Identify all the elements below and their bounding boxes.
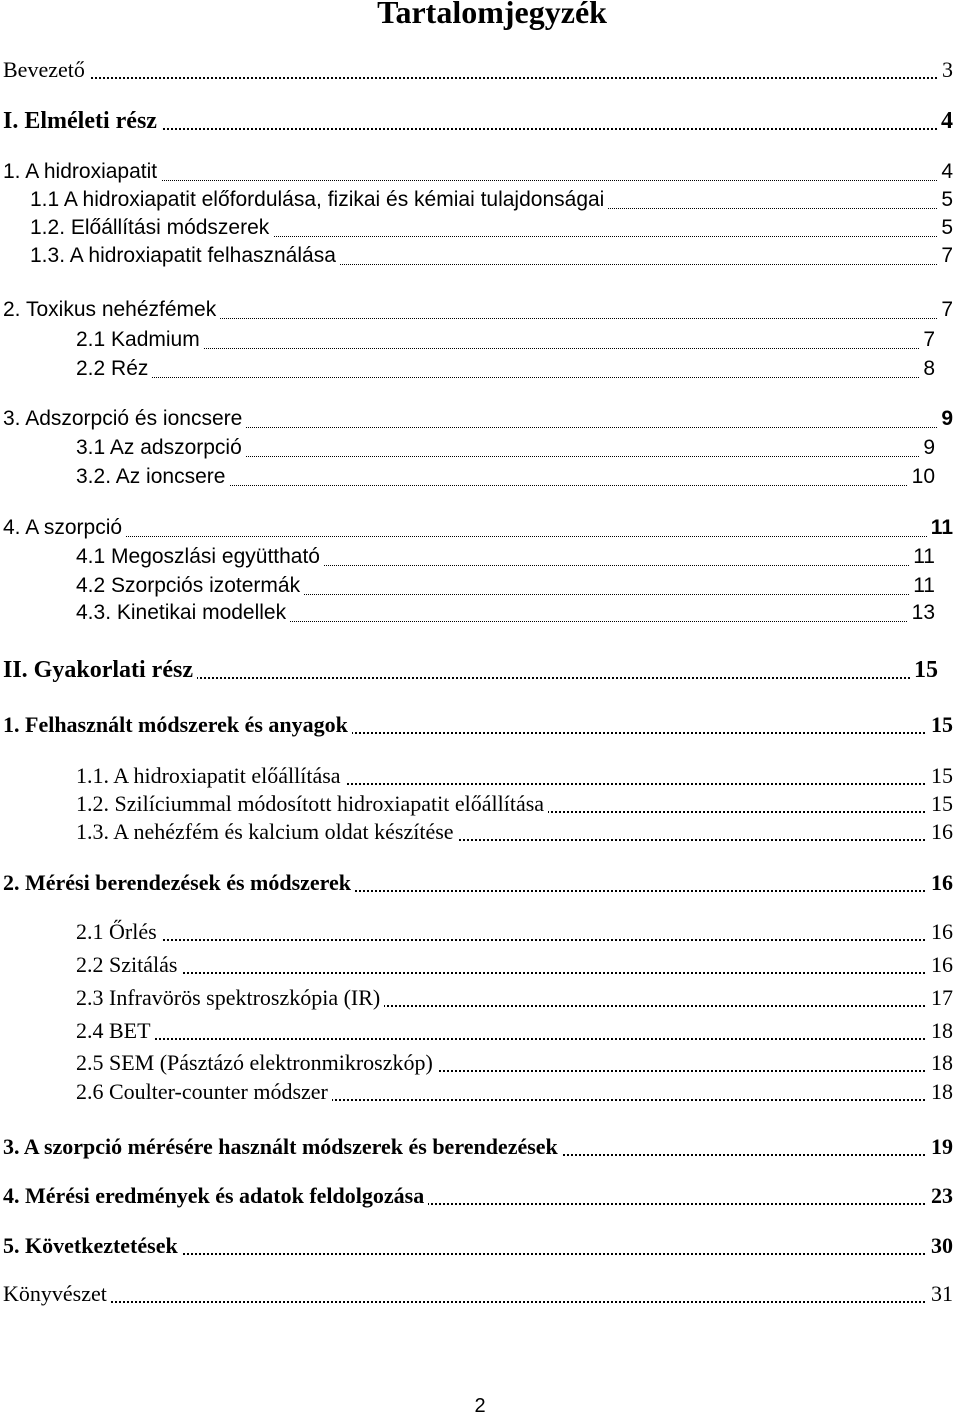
toc-entry-page: 3 [938,56,953,84]
toc-entry-text: 2. Mérési berendezések és módszerek [3,869,355,897]
toc-entry-text: 2.3 Infravörös spektroszkópia (IR) [76,984,384,1012]
toc-entry-page: 16 [927,918,953,946]
toc-entry-page: 11 [909,543,935,571]
toc-entry-page: 9 [937,405,953,433]
toc-entry-page: 11 [927,514,953,542]
toc-entry-text: 3.1 Az adszorpció [76,434,246,462]
toc-entry-page: 4 [937,158,953,186]
toc-entry [76,434,935,462]
toc-entry-page: 8 [919,355,935,383]
toc-entry-text: 3. Adszorpció és ioncsere [3,405,246,433]
toc-entry-text: 1. Felhasznált módszerek és anyagok [3,711,352,739]
toc-entry-text: 2.1 Kadmium [76,326,204,354]
toc-entry-text: 4.2 Szorpciós izotermák [76,572,304,600]
page-title: Tartalomjegyzék [377,0,607,30]
toc-entry-page: 15 [927,711,953,739]
toc-entry-text: 3.2. Az ioncsere [76,463,229,491]
toc-entry [30,242,953,270]
toc-entry [3,1232,953,1260]
toc-entry-text: 1.2. Szilíciummal módosított hidroxiapatit előállítása [76,790,548,818]
toc-entry [3,869,953,897]
toc-entry-text: 2.2 Szitálás [76,951,181,979]
toc-entry-text: 1.1 A hidroxiapatit előfordulása, fizikai és kémiai tulajdonságai [30,186,608,214]
toc-entry [76,951,953,979]
toc-entry [76,463,935,491]
toc-entry [30,186,953,214]
toc-entry [3,514,953,542]
toc-entry [76,355,935,383]
toc-entry-text: II. Gyakorlati rész [3,656,197,684]
toc-entry [76,599,935,627]
toc-entry-text: 4.3. Kinetikai modellek [76,599,290,627]
toc-entry-text: 1.2. Előállítási módszerek [30,214,273,242]
toc-entry-text: 4.1 Megoszlási együttható [76,543,324,571]
toc-entry-text: Bevezető [3,56,89,84]
toc-entry-page: 11 [909,572,935,600]
toc-entry [76,984,953,1012]
toc-entry-text: 5. Következtetések [3,1232,182,1260]
toc-entry [3,656,938,684]
toc-entry-text: 1.3. A nehézfém és kalcium oldat készítése [76,818,458,846]
toc-entry [3,1182,953,1210]
toc-entry [76,572,935,600]
toc-entry-text: I. Elméleti rész [3,107,161,135]
toc-entry-page: 19 [927,1133,953,1161]
toc-entry-page: 5 [937,186,953,214]
toc-entry [3,1280,953,1308]
toc-entry [3,296,953,324]
toc-entry [76,818,953,846]
toc-entry-text: 2.6 Coulter-counter módszer [76,1078,332,1106]
toc-entry [3,158,953,186]
toc-entry-page: 18 [927,1049,953,1077]
toc-entry [76,1078,953,1106]
toc-entry-page: 7 [937,296,953,324]
toc-entry-page: 13 [908,599,935,627]
toc-entry-page: 15 [927,762,953,790]
toc-entry-page: 18 [927,1078,953,1106]
toc-entry-page: 30 [927,1232,953,1260]
toc-entry [3,1133,953,1161]
toc-entry [30,214,953,242]
toc-entry-page: 15 [927,790,953,818]
toc-entry-page: 16 [927,951,953,979]
toc-entry [76,543,935,571]
toc-entry [76,918,953,946]
toc-entry [76,326,935,354]
toc-entry-text: 2.1 Őrlés [76,918,161,946]
toc-entry-page: 23 [927,1182,953,1210]
toc-entry-text: 4. A szorpció [3,514,126,542]
toc-entry-text: 2.5 SEM (Pásztázó elektronmikroszkóp) [76,1049,437,1077]
toc-entry-text: 1. A hidroxiapatit [3,158,161,186]
toc-entry-text: 2. Toxikus nehézfémek [3,296,220,324]
toc-entry [76,762,953,790]
toc-entry [76,1017,953,1045]
toc-entry-page: 15 [910,656,938,684]
toc-entry-page: 31 [927,1280,953,1308]
toc-entry [3,56,953,84]
toc-entry [3,107,953,135]
toc-entry-text: Könyvészet [3,1280,111,1308]
toc-entry-page: 16 [927,818,953,846]
toc-entry-page: 7 [937,242,953,270]
toc-entry-text: 4. Mérési eredmények és adatok feldolgozása [3,1182,428,1210]
toc-entry [76,790,953,818]
toc-entry-page: 18 [927,1017,953,1045]
toc-entry-page: 10 [908,463,935,491]
page-number: 2 [474,1395,486,1417]
toc-entry [3,711,953,739]
toc-entry-page: 7 [919,326,935,354]
toc-entry [3,405,953,433]
toc-entry-text: 2.4 BET [76,1017,155,1045]
toc-entry-text: 3. A szorpció mérésére használt módszerek és berendezések [3,1133,562,1161]
toc-entry-page: 16 [927,869,953,897]
toc-entry-page: 5 [937,214,953,242]
toc-entry-page: 9 [919,434,935,462]
toc-entry [76,1049,953,1077]
toc-entry-page: 17 [927,984,953,1012]
toc-entry-page: 4 [937,107,953,135]
toc-entry-text: 1.1. A hidroxiapatit előállítása [76,762,345,790]
toc-entry-text: 1.3. A hidroxiapatit felhasználása [30,242,340,270]
toc-entry-text: 2.2 Réz [76,355,152,383]
